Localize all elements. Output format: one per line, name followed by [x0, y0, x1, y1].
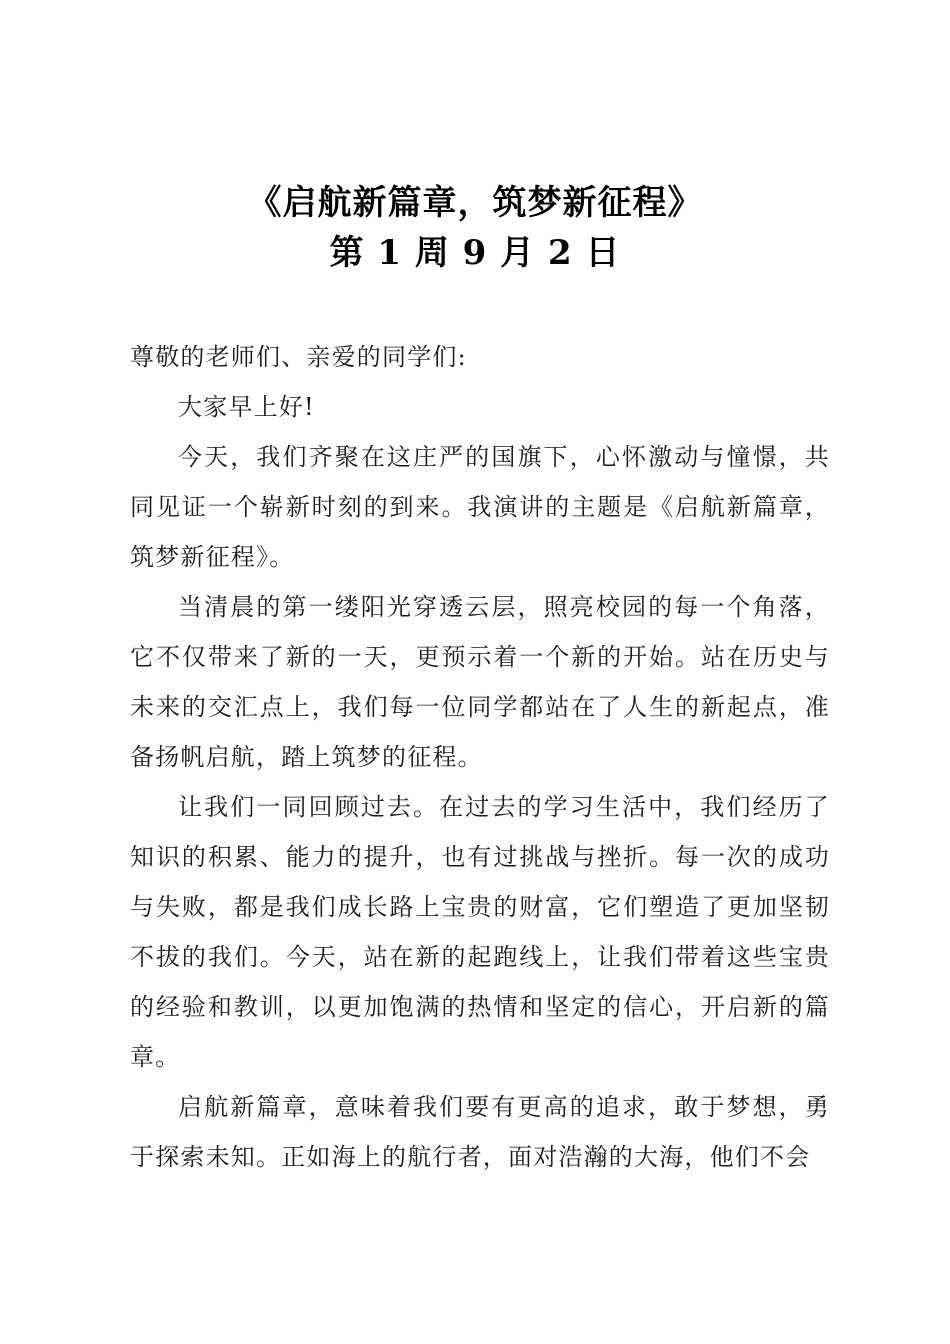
- speech-body: [130, 332, 830, 1182]
- paragraph-new-chapter: 启航新篇章，意味着我们要有更高的追求，敢于梦想，勇于探索未知。正如海上的航行者，面对浩瀚的大海，他们不会: [130, 1093, 830, 1171]
- paragraph-sunrise: 当清晨的第一缕阳光穿透云层，照亮校园的每一个角落，它不仅带来了新的一天，更预示着一个新的开始。站在历史与未来的交汇点上，我们每一位同学都站在了人生的新起点，准备扬帆启航，踏上筑梦的征程。: [130, 593, 830, 771]
- paragraph-greeting: 大家早上好!: [178, 393, 315, 421]
- paragraph-intro: 今天，我们齐聚在这庄严的国旗下，心怀激动与憧憬，共同见证一个崭新时刻的到来。我演讲的主题是《启航新篇章，筑梦新征程》。: [130, 443, 830, 571]
- salutation: 尊敬的老师们、亲爱的同学们:: [130, 343, 467, 371]
- document-title: 《启航新篇章，筑梦新征程》: [247, 183, 703, 223]
- paragraph-review: 让我们一同回顾过去。在过去的学习生活中，我们经历了知识的积累、能力的提升，也有过挑战与挫折。每一次的成功与失败，都是我们成长路上宝贵的财富，它们塑造了更加坚韧不拔的我们。今天，站在新的起跑线上，让我们带着这些宝贵的经验和教训，以更加饱满的热情和坚定的信心，开启新的篇章。: [130, 793, 830, 1071]
- title-block: [0, 178, 950, 278]
- document-date: 第 1 周 9 月 2 日: [329, 233, 621, 273]
